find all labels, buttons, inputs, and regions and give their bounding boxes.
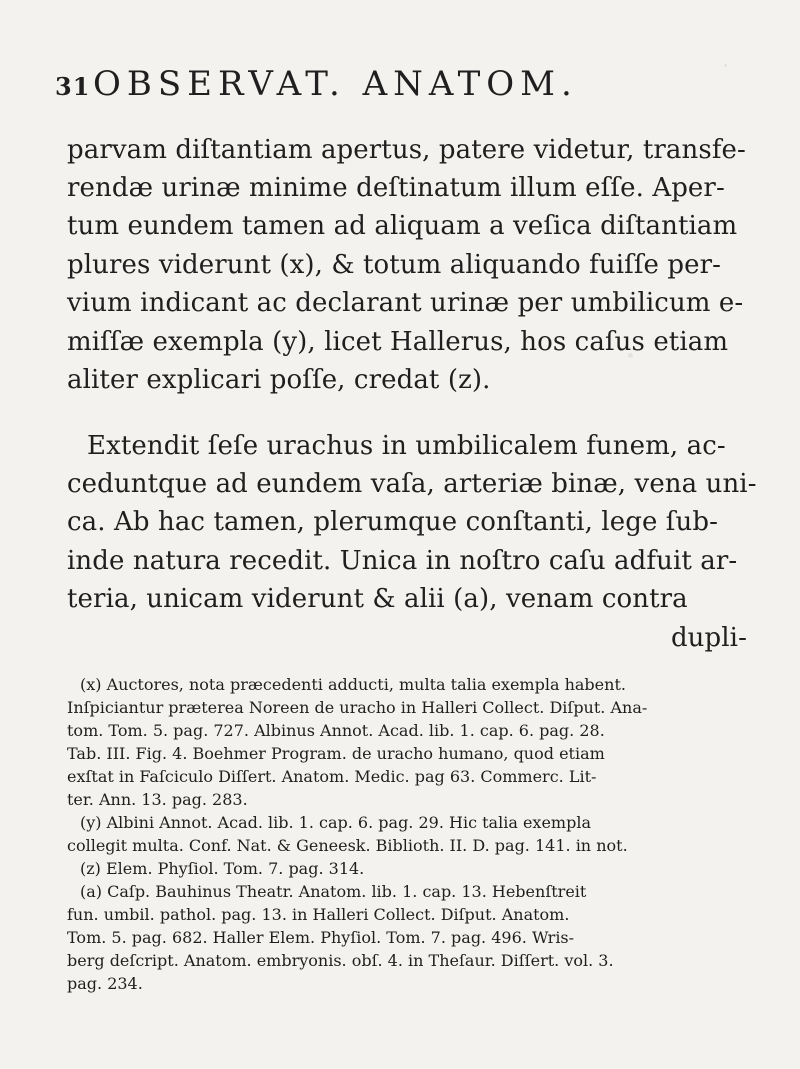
footnote-a-line: (a) Caſp. Bauhinus Theatr. Anatom. lib. 1. cap. 13. Hebenſtreit xyxy=(80,882,587,901)
main-text-line: vium indicant ac declarant urinæ per umbilicum e- xyxy=(67,288,744,318)
footnote-y-line: (y) Albini Annot. Acad. lib. 1. cap. 6. pag. 29. Hic talia exempla xyxy=(80,813,591,832)
footnote-x-line: exſtat in Faſciculo Diſſert. Anatom. Medic. pag 63. Commerc. Lit- xyxy=(67,767,597,786)
footnote-a-line: fun. umbil. pathol. pag. 13. in Halleri Collect. Diſput. Anatom. xyxy=(67,905,570,924)
footnote-x-line: Tab. III. Fig. 4. Boehmer Program. de uracho humano, quod etiam xyxy=(67,744,605,763)
footnote-x-line: Inſpiciantur præterea Noreen de uracho in Halleri Collect. Diſput. Ana- xyxy=(67,698,648,717)
main-text-line: miſſæ exempla (y), licet Hallerus, hos caſus etiam xyxy=(67,327,729,357)
footnote-a-line: Tom. 5. pag. 682. Haller Elem. Phyſiol. Tom. 7. pag. 496. Wris- xyxy=(67,928,575,947)
paragraph-start-line: Extendit ſeſe urachus in umbilicalem funem, ac- xyxy=(87,431,726,461)
main-text-line: inde natura recedit. Unica in noſtro caſu adfuit ar- xyxy=(67,546,738,576)
footnote-z-line: (z) Elem. Phyſiol. Tom. 7. pag. 314. xyxy=(80,859,365,878)
page-number: 31 xyxy=(55,72,91,101)
footnote-y-line: collegit multa. Conf. Nat. & Geneesk. Biblioth. II. D. pag. 141. in not. xyxy=(67,836,628,855)
main-text-line: plures viderunt (x), & totum aliquando fuiſſe per- xyxy=(67,250,722,280)
footnote-a-line: berg deſcript. Anatom. embryonis. obſ. 4. in Theſaur. Diſſert. vol. 3. xyxy=(67,951,614,970)
main-text-line: tum eundem tamen ad aliquam a veſica diſtantiam xyxy=(67,211,738,241)
footnote-x-line: (x) Auctores, nota præcedenti adducti, multa talia exempla habent. xyxy=(80,675,626,694)
main-text-line: ceduntque ad eundem vaſa, arteriæ binæ, vena uni- xyxy=(67,469,757,499)
footnote-x-line: tom. Tom. 5. pag. 727. Albinus Annot. Acad. lib. 1. cap. 6. pag. 28. xyxy=(67,721,605,740)
main-text-line: rendæ urinæ minime deſtinatum illum eſſe. Aper- xyxy=(67,173,725,203)
footnote-a-line: pag. 234. xyxy=(67,974,143,993)
main-text-line: ca. Ab hac tamen, plerumque conſtanti, lege ſub- xyxy=(67,507,718,537)
main-text-line: aliter explicari poſſe, credat (z). xyxy=(67,365,491,395)
main-text-line: teria, unicam viderunt & alii (a), venam contra xyxy=(67,584,688,614)
page-header xyxy=(55,64,755,104)
running-head: OBSERVAT. ANATOM. xyxy=(93,64,578,104)
catchword: dupli- xyxy=(670,623,747,653)
main-text-line: parvam diſtantiam apertus, patere videtur, transfe- xyxy=(67,135,746,165)
footnote-x-line: ter. Ann. 13. pag. 283. xyxy=(67,790,248,809)
